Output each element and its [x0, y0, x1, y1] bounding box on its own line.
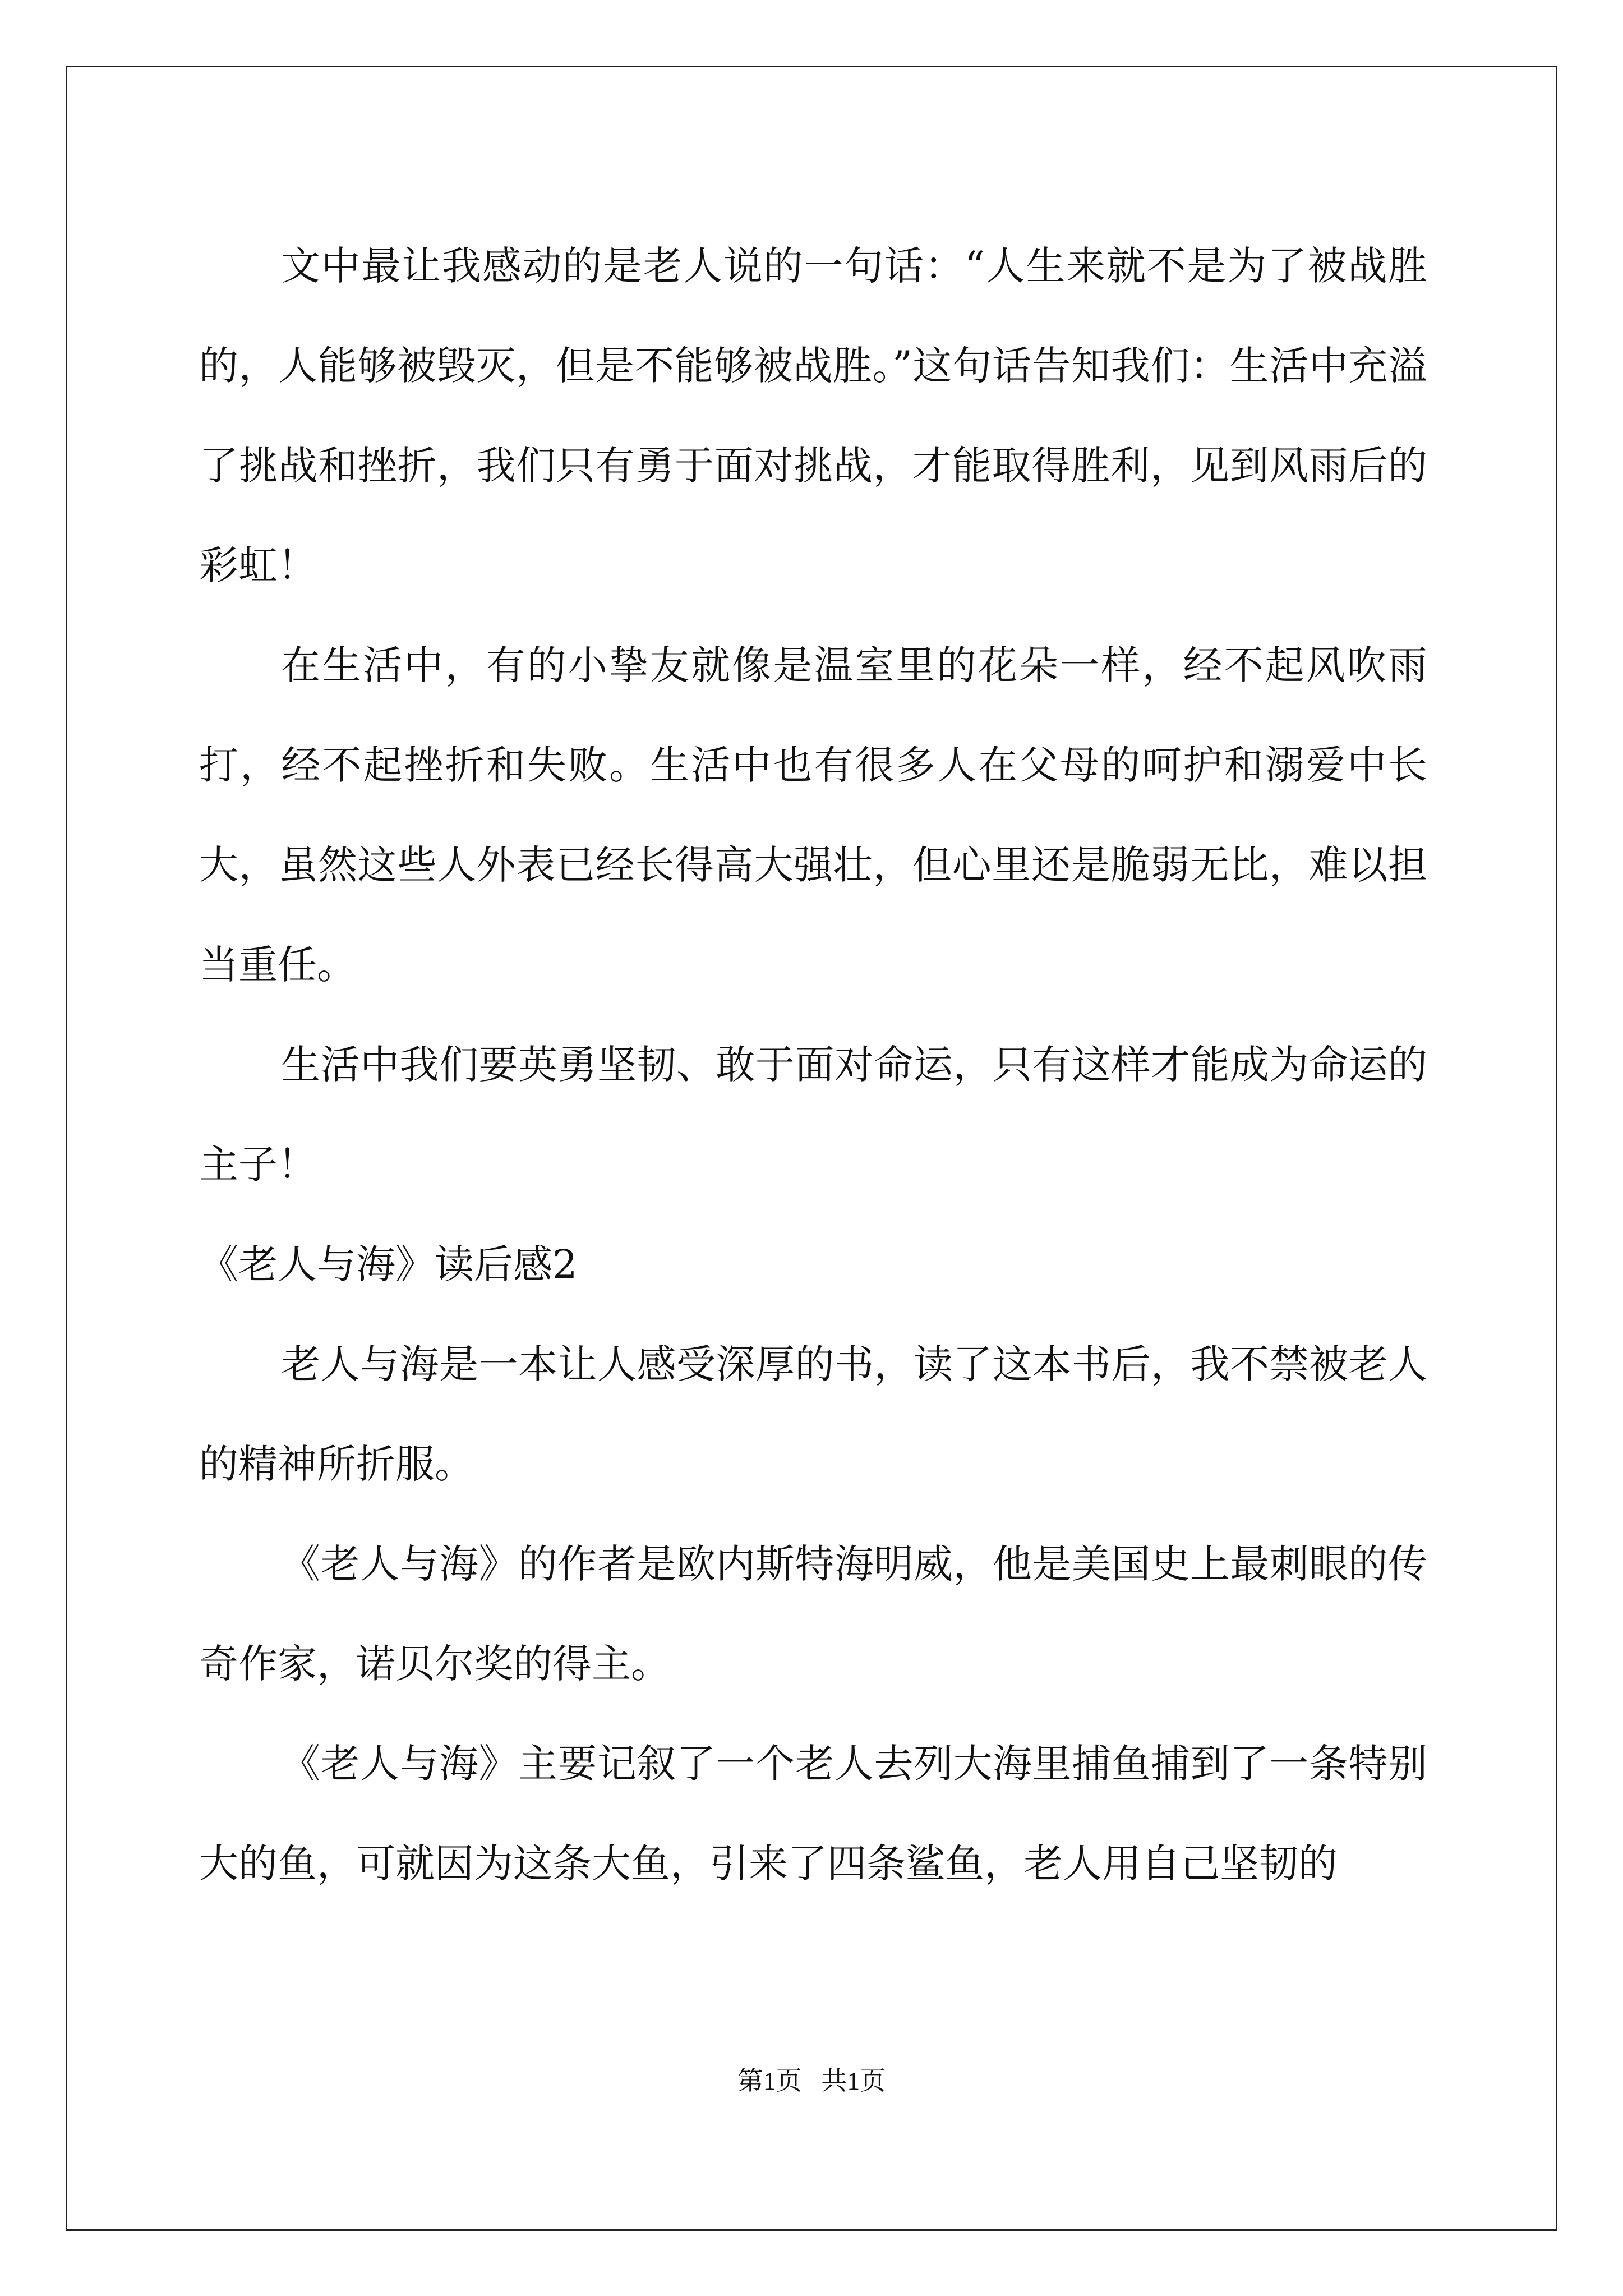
page-number: 第1页 共1页	[737, 2067, 886, 2095]
paragraph: 文中最让我感动的是老人说的一句话：“人生来就不是为了被战胜的，人能够被毁灭，但是不能够被战胜。”这句话告知我们：生活中充溢了挑战和挫折，我们只有勇于面对挑战，才能取得胜利，见到风雨后的彩虹！	[199, 243, 1427, 588]
paragraph: 生活中我们要英勇坚韧、敢于面对命运，只有这样才能成为命运的主子！	[199, 1042, 1427, 1188]
section-heading: 《老人与海》读后感2	[199, 1241, 578, 1287]
document-body	[199, 216, 1427, 1913]
page-footer	[0, 2064, 1623, 2098]
paragraph: 《老人与海》主要记叙了一个老人去列大海里捕鱼捕到了一条特别大的鱼，可就因为这条大鱼，引来了四条鲨鱼，老人用自己坚韧的	[199, 1741, 1427, 1887]
paragraph: 《老人与海》的作者是欧内斯特海明威，他是美国史上最刺眼的传奇作家，诺贝尔奖的得主。	[199, 1541, 1427, 1687]
paragraph: 在生活中，有的小挚友就像是温室里的花朵一样，经不起风吹雨打，经不起挫折和失败。生活中也有很多人在父母的呵护和溺爱中长大，虽然这些人外表已经长得高大强壮，但心里还是脆弱无比，难以担当重任。	[199, 642, 1427, 988]
paragraph: 老人与海是一本让人感受深厚的书，读了这本书后，我不禁被老人的精神所折服。	[199, 1341, 1427, 1487]
